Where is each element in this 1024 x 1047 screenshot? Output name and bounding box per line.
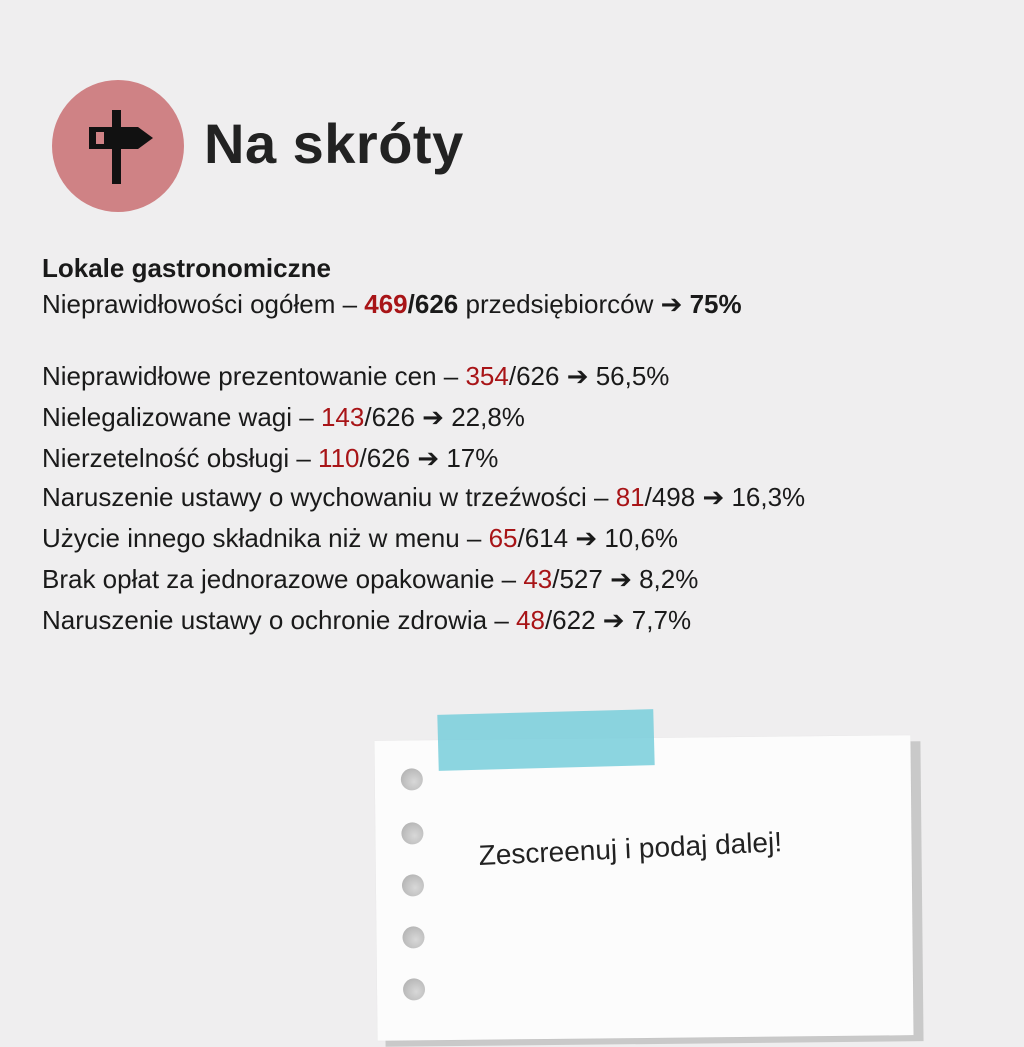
notepad-paper xyxy=(374,735,913,1041)
stat-count: 143 xyxy=(320,402,365,432)
stat-percent: 17% xyxy=(439,443,499,473)
section-title: Lokale gastronomiczne xyxy=(42,253,331,283)
stat-total: /626 xyxy=(508,361,567,391)
stat-row xyxy=(42,602,972,638)
summary-total: /626 xyxy=(407,289,459,319)
binder-hole xyxy=(401,768,423,790)
stat-total: /622 xyxy=(544,605,603,635)
binder-hole xyxy=(402,926,424,948)
arrow-icon: ➔ xyxy=(422,402,444,432)
arrow-icon: ➔ xyxy=(610,564,632,594)
binder-hole xyxy=(402,874,424,896)
arrow-icon: ➔ xyxy=(575,523,598,553)
summary-count: 469 xyxy=(364,289,408,319)
stat-label: Nierzetelność obsługi – xyxy=(42,443,319,473)
summary-prefix: Nieprawidłowości ogółem – xyxy=(42,289,365,319)
stat-row xyxy=(42,561,972,597)
stat-total: /614 xyxy=(517,523,576,553)
stat-label: Nieprawidłowe prezentowanie cen – xyxy=(42,361,466,391)
stat-percent: 56,5% xyxy=(588,361,670,391)
stat-label: Naruszenie ustawy o ochronie zdrowia – xyxy=(42,605,517,635)
stat-percent: 7,7% xyxy=(624,605,692,635)
stat-count: 43 xyxy=(523,564,553,594)
stat-row xyxy=(42,358,972,394)
arrow-icon: ➔ xyxy=(566,361,589,391)
stat-label: Naruszenie ustawy o wychowaniu w trzeźwości – xyxy=(42,482,616,512)
stat-total: /498 xyxy=(644,482,703,512)
stat-total: /626 xyxy=(359,443,418,473)
stat-percent: 22,8% xyxy=(443,402,525,432)
stat-count: 48 xyxy=(516,605,545,635)
page-title: Na skróty xyxy=(204,112,464,175)
stat-percent: 8,2% xyxy=(631,564,699,594)
summary-suffix: przedsiębiorców xyxy=(458,289,661,319)
stat-row xyxy=(42,520,972,556)
stat-count: 65 xyxy=(488,523,518,553)
stat-row xyxy=(42,440,972,476)
binder-hole xyxy=(401,822,423,844)
arrow-icon: ➔ xyxy=(702,482,725,512)
note-text: Zescreenuj i podaj dalej! xyxy=(478,826,783,871)
stat-percent: 16,3% xyxy=(724,482,806,512)
stat-percent: 10,6% xyxy=(597,523,679,553)
stat-count: 354 xyxy=(465,361,509,391)
tape-strip xyxy=(437,709,654,771)
stat-row xyxy=(42,481,922,513)
stat-count: 81 xyxy=(615,482,645,512)
main-content xyxy=(42,250,972,643)
header-circle xyxy=(52,80,184,212)
stat-total: /626 xyxy=(364,402,423,432)
signpost-icon xyxy=(52,80,184,212)
summary-percent: 75% xyxy=(682,289,742,319)
stat-total: /527 xyxy=(552,564,611,594)
arrow-icon: ➔ xyxy=(660,289,683,319)
binder-hole xyxy=(403,978,425,1000)
arrow-icon: ➔ xyxy=(602,605,625,635)
stat-label: Brak opłat za jednorazowe opakowanie – xyxy=(42,564,524,594)
summary-line xyxy=(42,286,972,322)
stat-count: 110 xyxy=(318,443,360,473)
stat-label: Nielegalizowane wagi – xyxy=(42,402,321,432)
arrow-icon: ➔ xyxy=(417,443,440,473)
stat-row xyxy=(42,399,972,435)
stat-label: Użycie innego składnika niż w menu – xyxy=(42,523,489,553)
